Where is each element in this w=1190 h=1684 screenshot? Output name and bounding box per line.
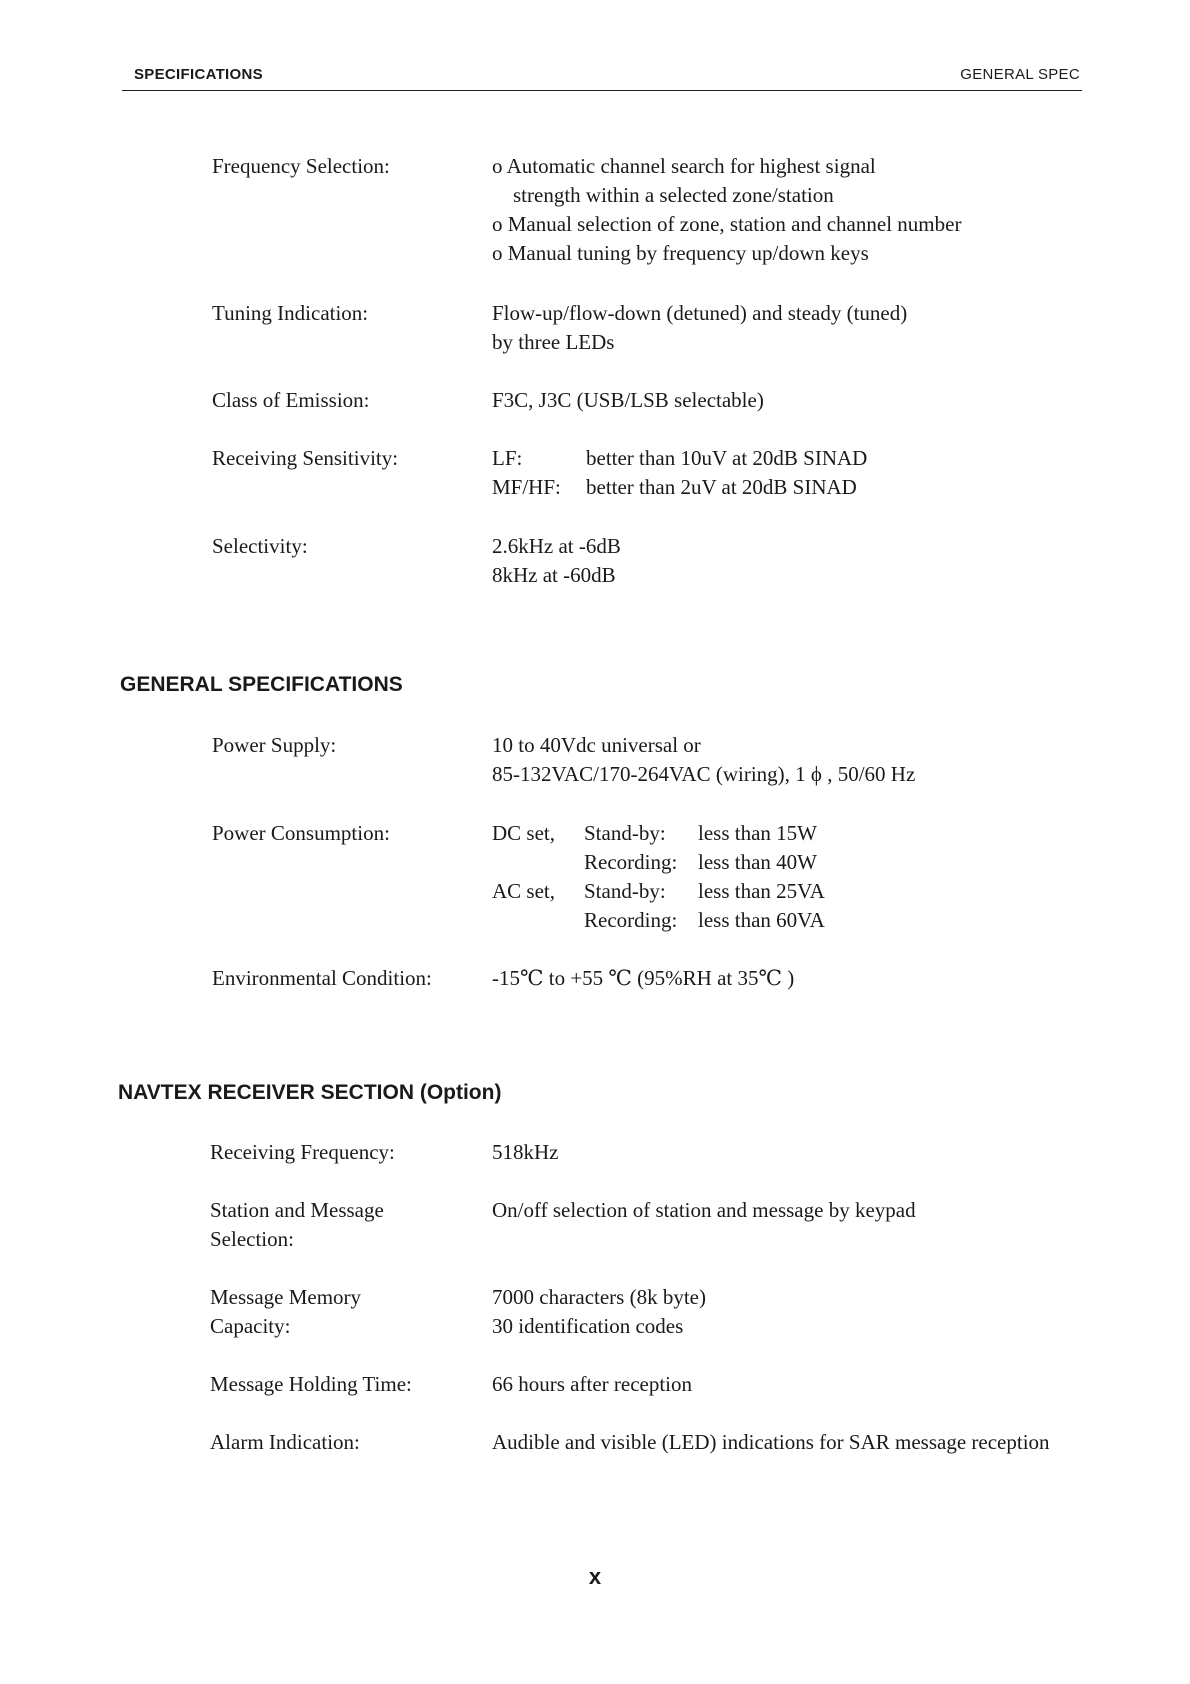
spec-value-tuning-indication (492, 299, 907, 357)
spec-label-receiving-frequency: Receiving Frequency: (210, 1140, 395, 1164)
spec-label-holding-time: Message Holding Time: (210, 1372, 412, 1396)
spec-label-tuning-indication: Tuning Indication: (212, 301, 369, 325)
spec-label-alarm-indication: Alarm Indication: (210, 1430, 360, 1454)
spec-value-selectivity (492, 532, 621, 590)
running-header-right: GENERAL SPEC (960, 66, 1080, 83)
consumption-row (492, 819, 825, 848)
spec-label-power-supply: Power Supply: (212, 733, 337, 757)
spec-value-power-consumption (492, 819, 825, 935)
band-label: MF/HF: (492, 475, 561, 499)
spec-value-receiving-frequency: 518kHz (492, 1140, 559, 1164)
band-value: better than 2uV at 20dB SINAD (586, 475, 857, 499)
spec-value-frequency-selection (492, 152, 961, 268)
spec-label-station-selection (210, 1196, 384, 1254)
spec-label-receiving-sensitivity: Receiving Sensitivity: (212, 446, 399, 470)
spec-label-message-memory (210, 1283, 361, 1341)
spec-line: F3C, J3C (USB/LSB selectable) (492, 388, 764, 412)
spec-label-power-consumption: Power Consumption: (212, 821, 390, 845)
set-type: AC set, (492, 879, 555, 903)
spec-line: 85-132VAC/170-264VAC (wiring), 1 ϕ , 50/60 Hz (492, 762, 916, 786)
consumption-value: less than 60VA (698, 908, 825, 932)
spec-line: 8kHz at -60dB (492, 563, 616, 587)
label-line: Station and Message (210, 1198, 384, 1222)
consumption-value: less than 40W (698, 850, 817, 874)
spec-line: o Manual selection of zone, station and channel number (492, 212, 962, 236)
label-line: Message Memory (210, 1285, 362, 1309)
spec-line: Flow-up/flow-down (detuned) and steady (tuned) (492, 301, 908, 325)
sensitivity-row (492, 473, 867, 502)
mode: Stand-by: (584, 879, 666, 903)
spec-line: 30 identification codes (492, 1314, 684, 1338)
page-number: x (588, 1564, 602, 1589)
spec-line: o Automatic channel search for highest signal (492, 154, 876, 178)
set-type: DC set, (492, 821, 555, 845)
spec-label-environmental-condition: Environmental Condition: (212, 966, 432, 990)
sensitivity-row (492, 444, 867, 473)
mode: Stand-by: (584, 821, 666, 845)
consumption-value: less than 25VA (698, 879, 825, 903)
consumption-row (492, 906, 825, 935)
spec-value-environmental-condition: -15℃ to +55 ℃ (95%RH at 35℃ ) (492, 966, 795, 990)
spec-line: o Manual tuning by frequency up/down keys (492, 241, 869, 265)
mode: Recording: (584, 850, 678, 874)
spec-value-holding-time: 66 hours after reception (492, 1372, 693, 1396)
band-value: better than 10uV at 20dB SINAD (586, 446, 868, 470)
label-line: Capacity: (210, 1314, 291, 1338)
spec-value-alarm-indication: Audible and visible (LED) indications for SAR message reception (492, 1430, 1050, 1454)
header-rule (122, 90, 1082, 91)
section-title-navtex: NAVTEX RECEIVER SECTION (Option) (118, 1081, 502, 1104)
spec-label-frequency-selection: Frequency Selection: (212, 154, 390, 178)
consumption-value: less than 15W (698, 821, 817, 845)
spec-value-message-memory (492, 1283, 706, 1341)
spec-value-station-selection: On/off selection of station and message by keypad (492, 1198, 916, 1222)
spec-value-receiving-sensitivity (492, 444, 867, 502)
spec-label-class-of-emission: Class of Emission: (212, 388, 370, 412)
running-header-left: SPECIFICATIONS (134, 66, 263, 83)
spec-line: 2.6kHz at -6dB (492, 534, 621, 558)
label-line: Selection: (210, 1227, 294, 1251)
section-title-general: GENERAL SPECIFICATIONS (120, 673, 403, 696)
spec-value-class-of-emission (492, 386, 764, 415)
consumption-row (492, 848, 825, 877)
spec-line: by three LEDs (492, 330, 615, 354)
spec-line: 7000 characters (8k byte) (492, 1285, 706, 1309)
spec-line: strength within a selected zone/station (513, 183, 834, 207)
consumption-row (492, 877, 825, 906)
band-label: LF: (492, 446, 523, 470)
spec-label-selectivity: Selectivity: (212, 534, 308, 558)
mode: Recording: (584, 908, 678, 932)
spec-line: 10 to 40Vdc universal or (492, 733, 701, 757)
spec-value-power-supply (492, 731, 915, 789)
